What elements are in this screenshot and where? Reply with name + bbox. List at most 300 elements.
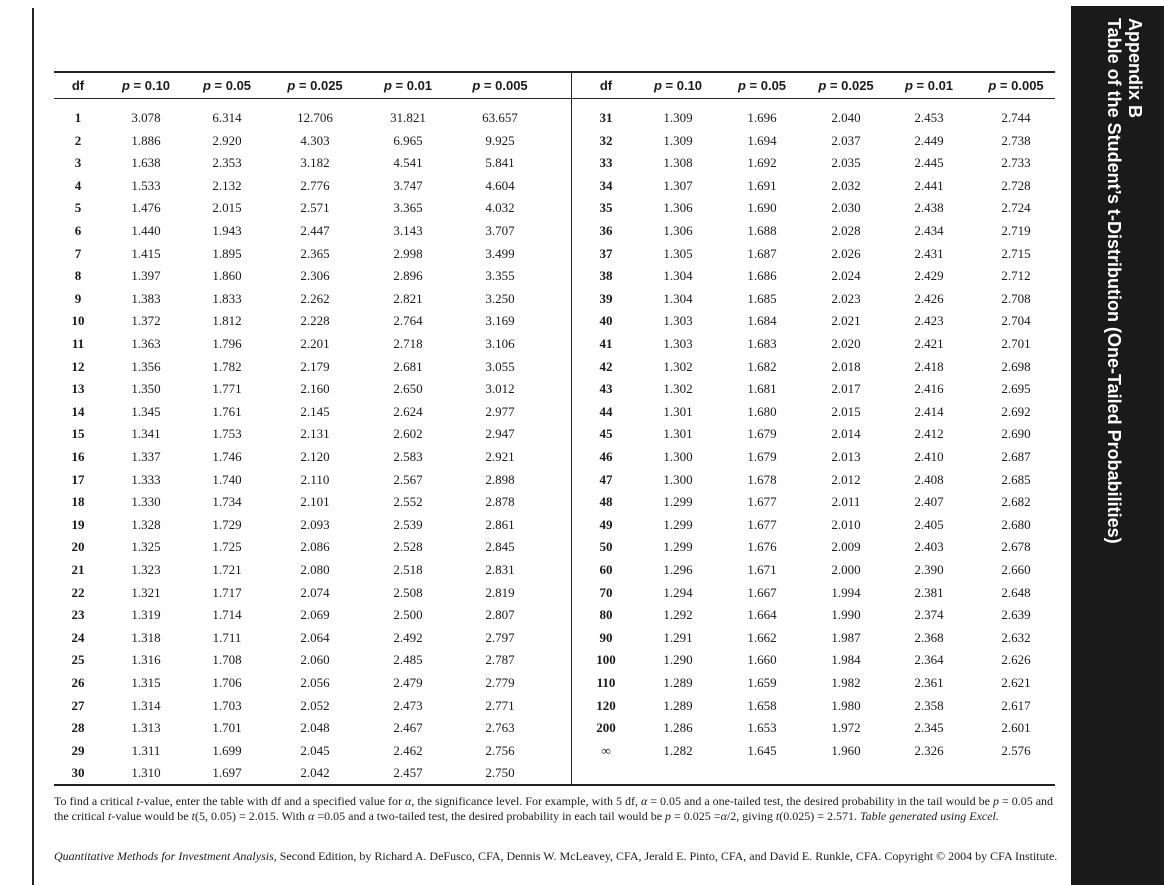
p-value: = 0.005 bbox=[483, 78, 528, 93]
t-value-cell: 1.725 bbox=[212, 539, 242, 555]
t-value-cell: 4.541 bbox=[393, 155, 423, 171]
t-value-cell: 3.707 bbox=[485, 223, 515, 238]
p-symbol: p bbox=[988, 78, 997, 93]
df-cell: 200 bbox=[596, 720, 616, 736]
t-value-cell: 2.030 bbox=[831, 200, 861, 216]
t-value-cell: 1.304 bbox=[663, 290, 693, 306]
df-cell: ∞ bbox=[601, 742, 611, 758]
t-value-cell: 1.994 bbox=[831, 584, 861, 600]
t-value-cell: 2.764 bbox=[393, 313, 423, 329]
t-value-cell: 1.476 bbox=[131, 200, 161, 216]
t-value-cell: 2.763 bbox=[485, 720, 515, 736]
footnote-text: α bbox=[405, 794, 412, 808]
t-value-cell: 2.390 bbox=[914, 562, 944, 577]
df-cell: 45 bbox=[599, 426, 613, 442]
t-value-cell: 12.706 bbox=[297, 110, 333, 125]
t-value-cell: 3.365 bbox=[393, 200, 423, 216]
t-value-cell: 1.303 bbox=[663, 313, 693, 329]
t-value-cell: 2.434 bbox=[914, 223, 944, 238]
t-value-cell: 2.426 bbox=[914, 290, 944, 306]
t-value-cell: 2.064 bbox=[300, 629, 330, 645]
appendix-label: Appendix B bbox=[1125, 18, 1145, 119]
t-value-cell: 1.701 bbox=[212, 720, 242, 736]
t-value-cell: 2.110 bbox=[300, 471, 330, 487]
t-value-cell: 1.300 bbox=[663, 449, 693, 464]
t-value-cell: 2.719 bbox=[1001, 223, 1031, 238]
appendix-title: Table of the Student’s t-Distribution (One-Tailed Probabilities) bbox=[1104, 18, 1124, 544]
df-cell: 60 bbox=[599, 562, 613, 577]
t-value-cell: 1.345 bbox=[131, 403, 161, 419]
t-value-cell: 2.024 bbox=[831, 268, 861, 284]
t-value-cell: 3.250 bbox=[485, 290, 515, 306]
df-cell: 43 bbox=[599, 381, 613, 397]
t-value-cell: 2.738 bbox=[1001, 132, 1031, 148]
t-value-cell: 2.819 bbox=[485, 584, 515, 600]
t-value-cell: 1.356 bbox=[131, 358, 161, 374]
df-cell: 50 bbox=[599, 539, 613, 555]
p-symbol: p bbox=[653, 78, 662, 93]
t-value-cell: 1.746 bbox=[212, 449, 242, 464]
t-value-cell: 6.314 bbox=[212, 110, 242, 125]
t-value-cell: 1.687 bbox=[747, 245, 777, 261]
t-value-cell: 4.604 bbox=[485, 177, 515, 193]
df-cell: 20 bbox=[71, 539, 85, 555]
df-cell: 46 bbox=[599, 449, 613, 464]
t-value-cell: 1.306 bbox=[663, 200, 693, 216]
t-value-cell: 1.721 bbox=[212, 562, 242, 577]
t-value-cell: 1.310 bbox=[131, 765, 161, 781]
t-value-cell: 1.292 bbox=[663, 607, 693, 623]
footnote-text: p bbox=[665, 809, 672, 823]
t-value-cell: 2.381 bbox=[914, 584, 944, 600]
t-value-cell: 1.302 bbox=[663, 358, 693, 374]
t-value-cell: 2.018 bbox=[831, 358, 861, 374]
t-value-cell: 1.301 bbox=[663, 403, 693, 419]
footnote-text: /2, giving bbox=[726, 809, 776, 823]
footnote-text: , the significance level. For example, with 5 df, bbox=[411, 794, 641, 808]
p-symbol: p bbox=[818, 78, 827, 93]
t-value-cell: 2.037 bbox=[831, 132, 861, 148]
p-value: = 0.025 bbox=[829, 78, 874, 93]
t-value-cell: 6.965 bbox=[393, 132, 423, 148]
t-value-cell: 2.132 bbox=[212, 177, 242, 193]
t-value-cell: 1.318 bbox=[131, 629, 161, 645]
t-value-cell: 2.010 bbox=[831, 516, 861, 532]
t-value-cell: 31.821 bbox=[390, 110, 426, 125]
df-cell: 22 bbox=[71, 584, 85, 600]
t-value-cell: 2.035 bbox=[831, 155, 861, 171]
t-value-cell: 2.410 bbox=[914, 449, 944, 464]
t-value-cell: 1.796 bbox=[212, 336, 242, 351]
t-value-cell: 2.518 bbox=[393, 562, 423, 577]
t-value-cell: 1.308 bbox=[663, 155, 693, 171]
t-value-cell: 1.699 bbox=[212, 742, 242, 758]
df-cell: 18 bbox=[71, 494, 85, 510]
t-value-cell: 2.405 bbox=[914, 516, 944, 532]
t-value-cell: 1.984 bbox=[831, 652, 861, 668]
t-value-cell: 1.694 bbox=[747, 132, 777, 148]
t-value-cell: 1.372 bbox=[131, 313, 161, 329]
t-value-cell: 1.680 bbox=[747, 403, 777, 419]
df-cell: 21 bbox=[71, 562, 85, 577]
t-value-cell: 2.040 bbox=[831, 110, 861, 125]
t-value-cell: 1.660 bbox=[747, 652, 777, 668]
df-cell: 2 bbox=[74, 132, 82, 148]
df-cell: 33 bbox=[599, 155, 613, 171]
t-value-cell: 2.797 bbox=[485, 629, 515, 645]
t-value-cell: 1.321 bbox=[131, 584, 161, 600]
t-value-cell: 2.718 bbox=[393, 336, 423, 351]
t-value-cell: 1.706 bbox=[212, 675, 242, 690]
t-value-cell: 1.305 bbox=[663, 245, 693, 261]
t-value-cell: 1.708 bbox=[212, 652, 242, 668]
header-bottom-rule bbox=[54, 98, 1055, 99]
t-value-cell: 2.020 bbox=[831, 336, 861, 351]
footnote-text: =0.05 and a two-tailed test, the desired probability in each tail would be bbox=[314, 809, 666, 823]
t-value-cell: 2.617 bbox=[1001, 697, 1031, 713]
t-value-cell: 2.473 bbox=[393, 697, 423, 713]
t-value-cell: 2.712 bbox=[1001, 268, 1031, 284]
df-cell: 12 bbox=[71, 358, 85, 374]
t-value-cell: 1.415 bbox=[131, 245, 161, 261]
t-value-cell: 1.304 bbox=[663, 268, 693, 284]
t-value-cell: 1.980 bbox=[831, 697, 861, 713]
t-value-cell: 1.341 bbox=[131, 426, 161, 442]
t-value-cell: 1.350 bbox=[131, 381, 161, 397]
p-value: = 0.01 bbox=[395, 78, 433, 93]
t-value-cell: 2.408 bbox=[914, 471, 944, 487]
t-value-cell: 2.831 bbox=[485, 562, 515, 577]
left-p-header bbox=[472, 78, 527, 93]
t-value-cell: 2.567 bbox=[393, 471, 423, 487]
t-value-cell: 1.987 bbox=[831, 629, 861, 645]
t-value-cell: 1.296 bbox=[663, 562, 693, 577]
t-value-cell: 2.069 bbox=[300, 607, 330, 623]
t-value-cell: 63.657 bbox=[482, 110, 518, 125]
t-value-cell: 2.771 bbox=[485, 697, 515, 713]
t-value-cell: 1.671 bbox=[747, 562, 777, 577]
t-value-cell: 2.807 bbox=[485, 607, 515, 623]
t-value-cell: 1.886 bbox=[131, 132, 161, 148]
df-cell: 34 bbox=[599, 177, 613, 193]
t-value-cell: 1.703 bbox=[212, 697, 242, 713]
t-value-cell: 2.421 bbox=[914, 336, 944, 351]
t-value-cell: 1.659 bbox=[747, 675, 777, 690]
t-value-cell: 1.300 bbox=[663, 471, 693, 487]
t-value-cell: 2.052 bbox=[300, 697, 330, 713]
t-value-cell: 1.860 bbox=[212, 268, 242, 284]
df-cell: 4 bbox=[74, 177, 82, 193]
footnote-text: α bbox=[720, 809, 727, 823]
t-value-cell: 1.812 bbox=[212, 313, 242, 329]
df-cell: 90 bbox=[599, 629, 613, 645]
df-cell: 32 bbox=[599, 132, 613, 148]
footnote-text: t bbox=[136, 794, 140, 808]
t-value-cell: 2.492 bbox=[393, 629, 423, 645]
t-value-cell: 2.861 bbox=[485, 516, 515, 532]
t-value-cell: 1.286 bbox=[663, 720, 693, 736]
t-value-cell: 2.015 bbox=[212, 200, 242, 216]
t-value-cell: 2.368 bbox=[914, 629, 944, 645]
t-value-cell: 2.045 bbox=[300, 742, 330, 758]
t-value-cell: 2.678 bbox=[1001, 539, 1031, 555]
t-value-cell: 2.704 bbox=[1001, 313, 1031, 329]
t-value-cell: 1.330 bbox=[131, 494, 161, 510]
t-value-cell: 2.131 bbox=[300, 426, 330, 442]
t-value-cell: 2.898 bbox=[485, 471, 515, 487]
t-value-cell: 1.301 bbox=[663, 426, 693, 442]
df-cell: 1 bbox=[74, 110, 82, 125]
t-value-cell: 2.056 bbox=[300, 675, 330, 690]
t-value-cell: 2.639 bbox=[1001, 607, 1031, 623]
df-cell: 5 bbox=[74, 200, 82, 216]
t-value-cell: 2.015 bbox=[831, 403, 861, 419]
t-value-cell: 1.667 bbox=[747, 584, 777, 600]
t-value-cell: 2.701 bbox=[1001, 336, 1031, 351]
t-value-cell: 1.676 bbox=[747, 539, 777, 555]
t-value-cell: 1.690 bbox=[747, 200, 777, 216]
t-value-cell: 2.160 bbox=[300, 381, 330, 397]
footnote-text: t bbox=[107, 809, 112, 823]
p-symbol: p bbox=[121, 78, 130, 93]
t-value-cell: 2.080 bbox=[300, 562, 330, 577]
df-cell: 7 bbox=[74, 245, 82, 261]
df-cell: 110 bbox=[596, 675, 616, 690]
t-value-cell: 1.740 bbox=[212, 471, 242, 487]
t-value-cell: 2.009 bbox=[831, 539, 861, 555]
left-p-header bbox=[122, 78, 170, 93]
appendix-sidebar bbox=[1071, 6, 1164, 885]
t-value-cell: 2.552 bbox=[393, 494, 423, 510]
left-p-header bbox=[384, 78, 432, 93]
t-value-cell: 2.508 bbox=[393, 584, 423, 600]
t-value-cell: 1.533 bbox=[131, 177, 161, 193]
sidebar-heading bbox=[1103, 18, 1145, 544]
t-value-cell: 2.632 bbox=[1001, 629, 1031, 645]
p-symbol: p bbox=[287, 78, 296, 93]
t-value-cell: 2.441 bbox=[914, 177, 944, 193]
df-cell: 15 bbox=[71, 426, 85, 442]
t-value-cell: 1.311 bbox=[131, 742, 161, 758]
t-value-cell: 1.771 bbox=[212, 381, 242, 397]
t-value-cell: 2.845 bbox=[485, 539, 515, 555]
t-value-cell: 2.485 bbox=[393, 652, 423, 668]
t-value-cell: 1.677 bbox=[747, 516, 777, 532]
t-value-cell: 2.576 bbox=[1001, 742, 1031, 758]
t-value-cell: 2.416 bbox=[914, 381, 944, 397]
t-value-cell: 2.744 bbox=[1001, 110, 1031, 125]
t-value-cell: 2.947 bbox=[485, 426, 515, 442]
t-value-cell: 1.282 bbox=[663, 742, 693, 758]
t-value-cell: 2.750 bbox=[485, 765, 515, 781]
t-value-cell: 1.313 bbox=[131, 720, 161, 736]
df-cell: 48 bbox=[599, 494, 613, 510]
t-value-cell: 1.306 bbox=[663, 223, 693, 238]
t-value-cell: 2.977 bbox=[485, 403, 515, 419]
t-value-cell: 1.383 bbox=[131, 290, 161, 306]
t-value-cell: 2.179 bbox=[300, 358, 330, 374]
p-value: = 0.005 bbox=[999, 78, 1044, 93]
p-symbol: p bbox=[472, 78, 481, 93]
t-value-cell: 2.365 bbox=[300, 245, 330, 261]
t-value-cell: 1.638 bbox=[131, 155, 161, 171]
t-value-cell: 2.418 bbox=[914, 358, 944, 374]
table-bottom-rule bbox=[54, 784, 1055, 786]
df-cell: 41 bbox=[599, 336, 613, 351]
t-value-cell: 2.262 bbox=[300, 290, 330, 306]
df-cell: 27 bbox=[71, 697, 85, 713]
left-df-header: df bbox=[71, 78, 85, 93]
df-cell: 9 bbox=[74, 290, 82, 306]
t-value-cell: 2.014 bbox=[831, 426, 861, 442]
t-value-cell: 1.333 bbox=[131, 471, 161, 487]
t-value-cell: 1.683 bbox=[747, 336, 777, 351]
right-p-header bbox=[654, 78, 702, 93]
t-value-cell: 2.467 bbox=[393, 720, 423, 736]
t-value-cell: 2.695 bbox=[1001, 381, 1031, 397]
df-cell: 70 bbox=[599, 584, 613, 600]
t-value-cell: 1.686 bbox=[747, 268, 777, 284]
left-p-header bbox=[287, 78, 342, 93]
t-value-cell: 1.688 bbox=[747, 223, 777, 238]
t-value-cell: 1.363 bbox=[131, 336, 161, 351]
footnote-text: = 0.025 = bbox=[671, 809, 721, 823]
footnote-text: (5, 0.05) = 2.015. With bbox=[194, 809, 309, 823]
t-value-cell: 2.687 bbox=[1001, 449, 1031, 464]
t-value-cell: 2.120 bbox=[300, 449, 330, 464]
t-value-cell: 2.023 bbox=[831, 290, 861, 306]
t-value-cell: 2.353 bbox=[212, 155, 242, 171]
source-citation bbox=[54, 849, 1060, 864]
right-p-header bbox=[988, 78, 1043, 93]
t-value-cell: 1.678 bbox=[747, 471, 777, 487]
t-value-cell: 1.319 bbox=[131, 607, 161, 623]
t-value-cell: 2.648 bbox=[1001, 584, 1031, 600]
df-cell: 35 bbox=[599, 200, 613, 216]
df-cell: 26 bbox=[71, 675, 85, 690]
t-value-cell: 1.717 bbox=[212, 584, 242, 600]
t-value-cell: 1.303 bbox=[663, 336, 693, 351]
t-value-cell: 2.101 bbox=[300, 494, 330, 510]
df-cell: 8 bbox=[74, 268, 82, 284]
df-cell: 37 bbox=[599, 245, 613, 261]
t-value-cell: 2.449 bbox=[914, 132, 944, 148]
t-value-cell: 2.626 bbox=[1001, 652, 1031, 668]
t-value-cell: 2.412 bbox=[914, 426, 944, 442]
t-value-cell: 1.397 bbox=[131, 268, 161, 284]
t-value-cell: 1.697 bbox=[212, 765, 242, 781]
df-cell: 42 bbox=[599, 358, 613, 374]
footnote-text: = 0.05 and the critical bbox=[54, 794, 1054, 823]
t-value-cell: 2.681 bbox=[393, 358, 423, 374]
t-value-cell: 1.682 bbox=[747, 358, 777, 374]
t-value-cell: 2.821 bbox=[393, 290, 423, 306]
p-value: = 0.025 bbox=[298, 78, 343, 93]
t-value-cell: 2.601 bbox=[1001, 720, 1031, 736]
t-value-cell: 2.779 bbox=[485, 675, 515, 690]
t-value-cell: 1.309 bbox=[663, 110, 693, 125]
t-value-cell: 2.306 bbox=[300, 268, 330, 284]
t-value-cell: 1.982 bbox=[831, 675, 861, 690]
t-value-cell: 2.407 bbox=[914, 494, 944, 510]
table-footnote bbox=[54, 794, 1060, 824]
t-value-cell: 1.943 bbox=[212, 223, 242, 238]
t-value-cell: 2.602 bbox=[393, 426, 423, 442]
df-cell: 44 bbox=[599, 403, 613, 419]
t-value-cell: 1.302 bbox=[663, 381, 693, 397]
t-value-cell: 2.728 bbox=[1001, 177, 1031, 193]
t-value-cell: 1.440 bbox=[131, 223, 161, 238]
t-value-cell: 2.048 bbox=[300, 720, 330, 736]
df-cell: 10 bbox=[71, 313, 85, 329]
t-value-cell: 2.453 bbox=[914, 110, 944, 125]
t-value-cell: 1.960 bbox=[831, 742, 861, 758]
footnote-text: -value, enter the table with df and a specified value for bbox=[139, 794, 406, 808]
right-p-header bbox=[818, 78, 873, 93]
t-value-cell: 1.696 bbox=[747, 110, 777, 125]
t-value-cell: 2.539 bbox=[393, 516, 423, 532]
t-value-cell: 2.787 bbox=[485, 652, 515, 668]
t-value-cell: 1.679 bbox=[747, 449, 777, 464]
t-value-cell: 2.423 bbox=[914, 313, 944, 329]
t-value-cell: 1.662 bbox=[747, 629, 777, 645]
df-cell: 29 bbox=[71, 742, 85, 758]
footnote-text: To find a critical bbox=[54, 794, 137, 808]
t-value-cell: 2.021 bbox=[831, 313, 861, 329]
t-value-cell: 1.833 bbox=[212, 290, 242, 306]
t-value-cell: 1.289 bbox=[663, 697, 693, 713]
t-value-cell: 2.457 bbox=[393, 765, 423, 781]
t-value-cell: 2.017 bbox=[831, 381, 861, 397]
df-cell: 120 bbox=[596, 697, 616, 713]
t-value-cell: 2.500 bbox=[393, 607, 423, 623]
t-value-cell: 2.698 bbox=[1001, 358, 1031, 374]
t-value-cell: 2.011 bbox=[831, 494, 861, 510]
t-value-cell: 4.032 bbox=[485, 200, 515, 216]
p-symbol: p bbox=[202, 78, 211, 93]
t-value-cell: 1.691 bbox=[747, 177, 777, 193]
t-value-cell: 1.664 bbox=[747, 607, 777, 623]
right-p-header bbox=[905, 78, 953, 93]
t-value-cell: 1.325 bbox=[131, 539, 161, 555]
t-value-cell: 1.761 bbox=[212, 403, 242, 419]
t-value-cell: 2.692 bbox=[1001, 403, 1031, 419]
df-cell: 17 bbox=[71, 471, 85, 487]
t-value-cell: 2.685 bbox=[1001, 471, 1031, 487]
t-value-cell: 1.290 bbox=[663, 652, 693, 668]
t-value-cell: 1.729 bbox=[212, 516, 242, 532]
p-symbol: p bbox=[737, 78, 746, 93]
t-value-cell: 2.364 bbox=[914, 652, 944, 668]
t-value-cell: 2.690 bbox=[1001, 426, 1031, 442]
df-cell: 11 bbox=[71, 336, 85, 351]
t-value-cell: 2.361 bbox=[914, 675, 944, 690]
t-value-cell: 3.106 bbox=[485, 336, 515, 351]
t-value-cell: 2.776 bbox=[300, 177, 330, 193]
df-cell: 6 bbox=[74, 223, 82, 238]
t-value-cell: 1.684 bbox=[747, 313, 777, 329]
t-value-cell: 2.374 bbox=[914, 607, 944, 623]
df-cell: 49 bbox=[599, 516, 613, 532]
t-value-cell: 2.431 bbox=[914, 245, 944, 261]
t-value-cell: 2.093 bbox=[300, 516, 330, 532]
t-value-cell: 1.972 bbox=[831, 720, 861, 736]
t-value-cell: 2.756 bbox=[485, 742, 515, 758]
t-value-cell: 1.734 bbox=[212, 494, 242, 510]
t-value-cell: 2.528 bbox=[393, 539, 423, 555]
df-cell: 24 bbox=[71, 629, 85, 645]
right-df-header: df bbox=[599, 78, 613, 93]
